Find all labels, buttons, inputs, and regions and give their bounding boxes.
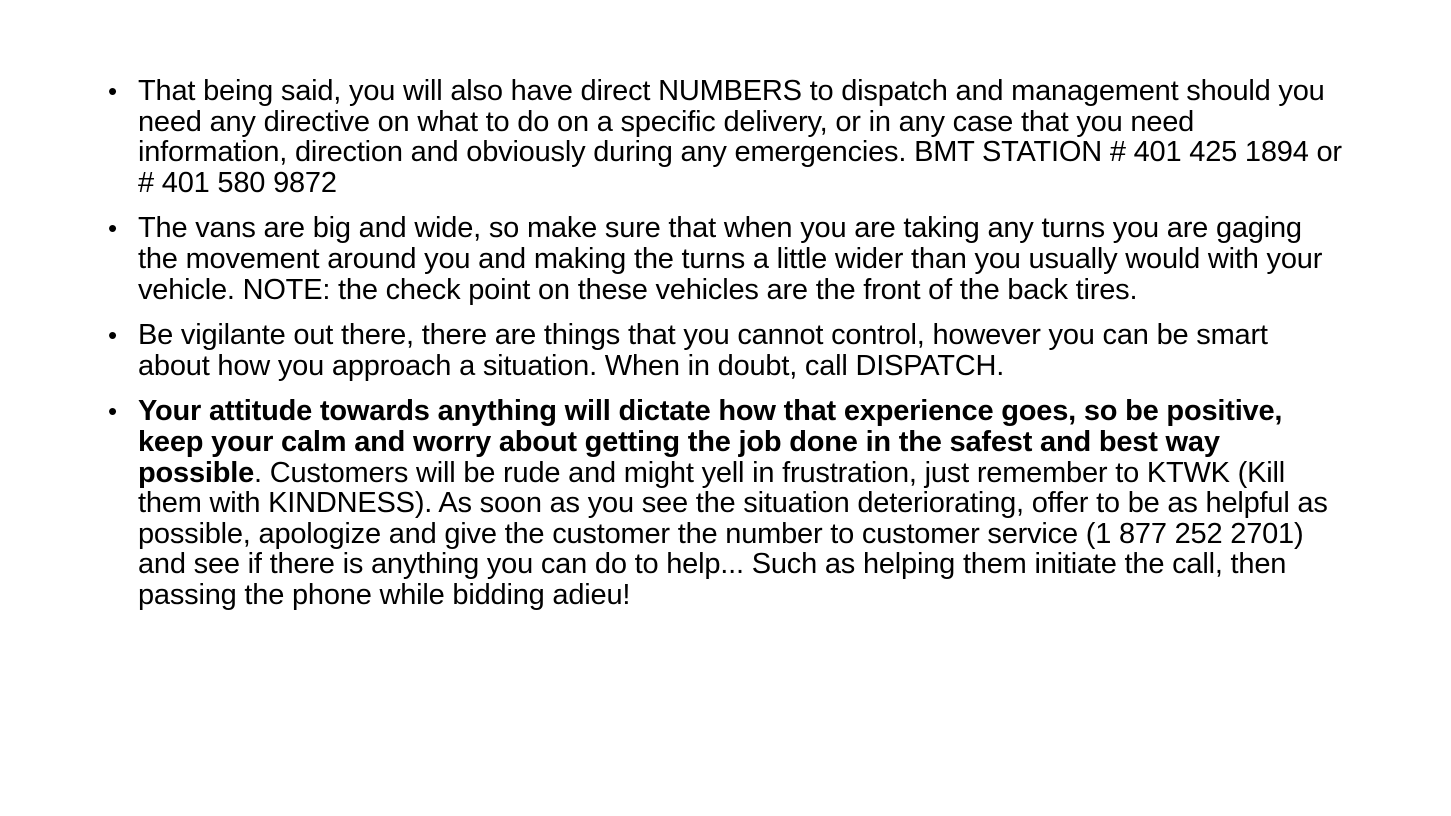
bullet-icon: • [108,320,117,351]
bullet-item-attitude [106,396,1346,610]
bullet-item-be-vigilant [106,320,1346,381]
bullet-item-dispatch-numbers [106,76,1346,198]
bullet-text: . Customers will be rude and might yell in frustration, just remember to KTWK (Kill them with KINDNESS). As soon as you see the situation deteriorating, offer to be as helpful as possible, apologize and give the customer the number to customer service (1 877 252 2701) and see if there is anything you can do to help... Such as helping them initiate the call, then passing the phone while bidding adieu! [138,456,1328,611]
bullet-list [106,76,1346,626]
bullet-icon: • [108,213,117,244]
bullet-item-van-turns [106,213,1346,305]
bullet-icon: • [108,76,117,106]
bullet-icon: • [108,396,117,427]
bullet-text: Be vigilante out there, there are things that you cannot control, however you can be smart about how you approach a situation. When in doubt, call DISPATCH. [138,319,1268,382]
bullet-text: The vans are big and wide, so make sure that when you are taking any turns you are gaging the movement around you and making the turns a little wider than you usually would with your vehicle. NOTE: the check point on these vehicles are the front of the back tires. [138,212,1323,306]
bullet-text: That being said, you will also have direct NUMBERS to dispatch and management should you need any directive on what to do on a specific delivery, or in any case that you need information, direction and obviously during any emergencies. BMT STATION # 401 425 1894 or # 401 580 9872 [138,75,1342,199]
bullet-bold-text: Your attitude towards anything will dictate how that experience goes, so be positive, keep your calm and worry about getting the job done in the safest and best way possible [138,395,1283,489]
